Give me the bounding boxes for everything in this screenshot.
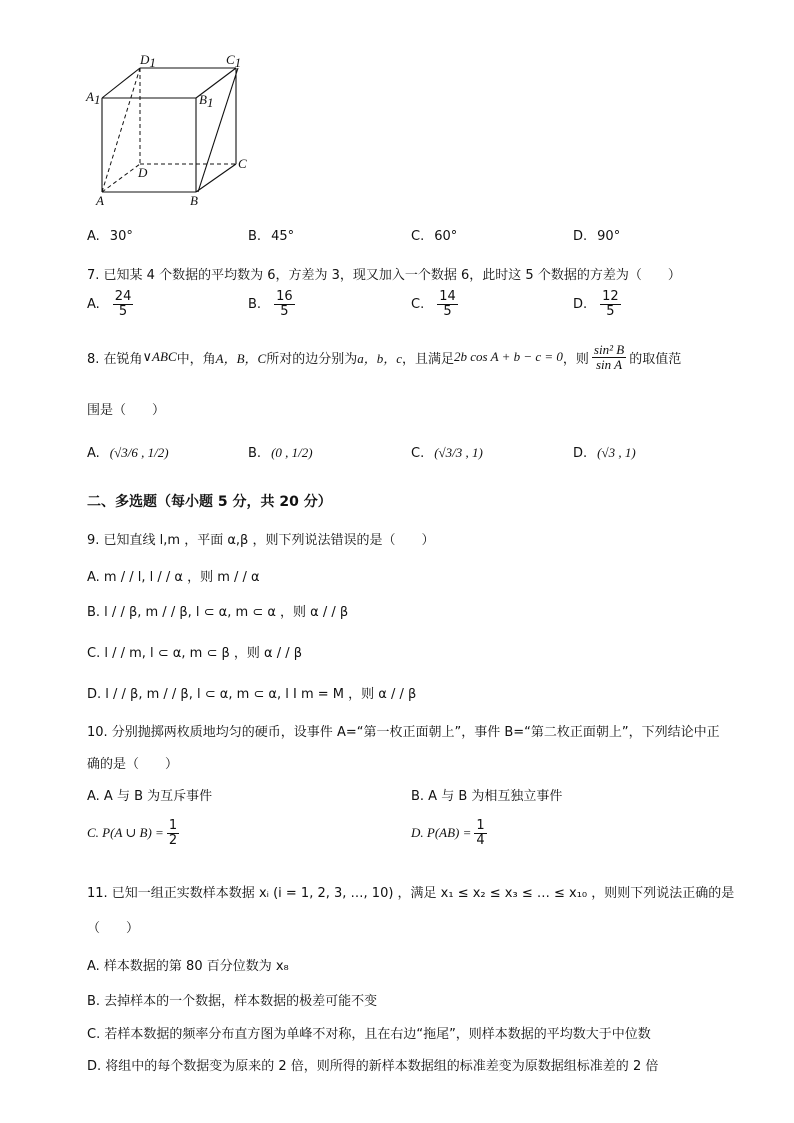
q8-stem: 8. 在锐角 ∨ABC 中，角 A，B，C 所对的边分别为 a，b，c ，且满足 2b cos A + b − c = 0 ，则 $\frac{\text{sin² B}}{\text{sin A}}$ 的取值范 (87, 342, 682, 372)
label-B: B (190, 193, 198, 208)
q10-option-d[interactable]: D. P(AB) = $\frac{1}{4}$ (411, 818, 485, 848)
q10-stem: 10. 分别抛掷两枚质地均匀的硬币，设事件 A=“第一枚正面朝上”，事件 B=“第二枚正面朝上”，下列结论中正 (87, 725, 720, 740)
q9-option-c[interactable]: C. l / / m, l ⊂ α, m ⊂ β ，则 α / / β (87, 646, 303, 661)
label-D1: D1 (140, 52, 156, 70)
label-A1: A1 (86, 89, 101, 107)
q7-option-d[interactable]: D. $\frac{12}{5}$ (573, 289, 619, 319)
q10-option-c[interactable]: C. P(A ∪ B) = $\frac{1}{2}$ (87, 818, 178, 848)
q11-option-d[interactable]: D. 将组中的每个数据变为原来的 2 倍，则所得的新样本数据组的标准差变为原数据组标准差的 2 倍 (87, 1059, 659, 1074)
cube-figure (80, 52, 260, 212)
q10-option-b[interactable]: B. A 与 B 为相互独立事件 (411, 789, 563, 804)
q7-stem: 7. 已知某 4 个数据的平均数为 6，方差为 3，现又加入一个数据 6，此时这 5 个数据的方差为（ ） (87, 268, 681, 283)
q6-option-c[interactable]: C. 60° (411, 229, 458, 244)
label-D: D (138, 165, 148, 180)
q8-option-c[interactable]: C. (√3/3 , 1) (411, 445, 483, 461)
section-title: 二、多选题（每小题 5 分，共 20 分） (87, 494, 332, 510)
label-C1: C1 (226, 52, 242, 70)
q11-stem-line2: （ ） (87, 921, 140, 936)
q11-stem: 11. 已知一组正实数样本数据 xᵢ (i = 1, 2, 3, …, 10) ，满足 x₁ ≤ x₂ ≤ x₃ ≤ … ≤ x₁₀ ，则则下列说法正确的是 (87, 886, 735, 901)
q11-option-c[interactable]: C. 若样本数据的频率分布直方图为单峰不对称，且在右边“拖尾”，则样本数据的平均数大于中位数 (87, 1027, 651, 1042)
label-B1: B1 (199, 92, 214, 110)
q9-option-a[interactable]: A. m / / l, l / / α ，则 m / / α (87, 570, 260, 585)
label-A: A (96, 193, 104, 208)
q9-option-d[interactable]: D. l / / β, m / / β, l ⊂ α, m ⊂ α, l I m = M ，则 α / / β (87, 687, 417, 702)
q8-option-b[interactable]: B. (0 , 1/2) (248, 445, 313, 461)
q7-option-c[interactable]: C. $\frac{14}{5}$ (411, 289, 456, 319)
q6-option-d[interactable]: D. 90° (573, 229, 621, 244)
q8-stem-line2: 围是（ ） (87, 403, 166, 418)
q8-option-d[interactable]: D. (√3 , 1) (573, 445, 636, 461)
label-C: C (238, 156, 247, 171)
q9-option-b[interactable]: B. l / / β, m / / β, l ⊂ α, m ⊂ α ，则 α / / β (87, 605, 349, 620)
q10-option-a[interactable]: A. A 与 B 为互斥事件 (87, 789, 213, 804)
q9-stem: 9. 已知直线 l,m ，平面 α,β ，则下列说法错误的是（ ） (87, 533, 435, 548)
q11-option-a[interactable]: A. 样本数据的第 80 百分位数为 x₈ (87, 959, 289, 974)
q6-option-a[interactable]: A. 30° (87, 229, 133, 244)
q7-option-a[interactable]: A. $\frac{24}{5}$ (87, 289, 132, 319)
q8-option-a[interactable]: A. (√3/6 , 1/2) (87, 445, 169, 461)
q7-option-b[interactable]: B. $\frac{16}{5}$ (248, 289, 293, 319)
q11-option-b[interactable]: B. 去掉样本的一个数据，样本数据的极差可能不变 (87, 994, 378, 1009)
q10-stem-line2: 确的是（ ） (87, 757, 179, 772)
q6-option-b[interactable]: B. 45° (248, 229, 295, 244)
